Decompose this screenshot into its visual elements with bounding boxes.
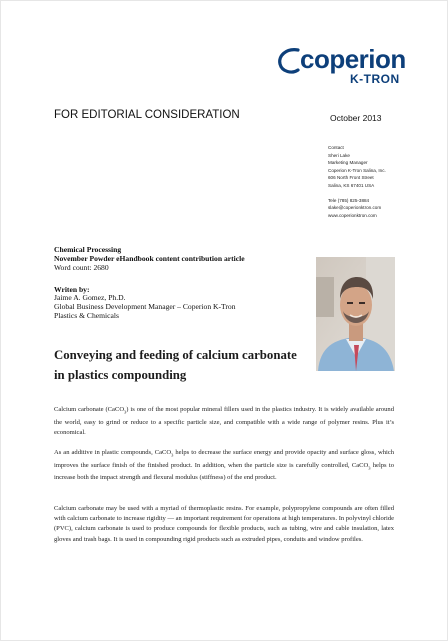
contact-web[interactable]: www.coperionktron.com (328, 212, 377, 218)
contact-block (328, 144, 428, 219)
contact-role: Marketing Manager (328, 160, 368, 166)
logo-name: coperion (300, 44, 406, 74)
author-title: Global Business Development Manager – Coperion K-Tron (54, 302, 236, 311)
logo-subtitle: K-TRON (350, 72, 400, 86)
contact-name: Sheri Lake (328, 152, 350, 158)
contact-street: 606 North Front Street (328, 175, 374, 181)
author-block (54, 286, 304, 319)
author-dept: Plastics & Chemicals (54, 311, 119, 320)
contact-label: Contact (328, 145, 344, 150)
paragraph-2: As an additive in plastic compounds, CaCO$_3$ helps to decrease the surface energy and provide opacity and surface gloss, which improves the surface finish of the finished product. In addition, when the particle size is carefully controlled, CaCO$_3$ helps to increase both the impact strength and flexural modulus (stiffness) of the end product. (54, 449, 395, 481)
article-title: Conveying and feeding of calcium carbonate in plastics compounding (54, 348, 297, 382)
article-description: November Powder eHandbook content contribution article (54, 254, 245, 263)
paragraph-1: Calcium carbonate (CaCO$_3$) is one of the most popular mineral fillers used in the plastics industry. It is widely available around the world, easy to grind or reduce to a specific particle size, and compatible with a wide range of polymer resins. Plus it’s economical. (54, 406, 394, 436)
company-logo (276, 44, 416, 92)
written-by-label: Writen by: (54, 285, 90, 294)
contact-company: Coperion K-Tron Salina, Inc. (328, 167, 386, 173)
author-name: Jaime A. Gomez, Ph.D. (54, 293, 126, 302)
contact-tel: Tele (785) 825-3884 (328, 197, 370, 203)
paragraph-3: Calcium carbonate may be used with a myriad of thermoplastic resins. For example, polypropylene compounds are often filled with calcium carbonate to increase rigidity — an important requirement for operations at high temperatures. In polyvinyl chloride (PVC), calcium carbonate is used to produce compounds for flexible products, such as tubing, wire and cable insulation, latex gloves and trash bags. It is used in compounding rigid products such as extruded pipes, conduits and window profiles. (54, 505, 394, 543)
editorial-heading: FOR EDITORIAL CONSIDERATION (54, 109, 240, 121)
release-date: October 2013 (330, 113, 382, 123)
author-photo (316, 257, 395, 371)
publication-name: Chemical Processing (54, 245, 122, 254)
contact-email[interactable]: slake@coperionktron.com (328, 205, 382, 211)
article-meta (54, 245, 304, 272)
word-count: Word count: 2680 (54, 263, 109, 272)
contact-city: Salina, KS 67401 USA (328, 182, 375, 188)
logo-swoosh-icon (276, 46, 302, 76)
